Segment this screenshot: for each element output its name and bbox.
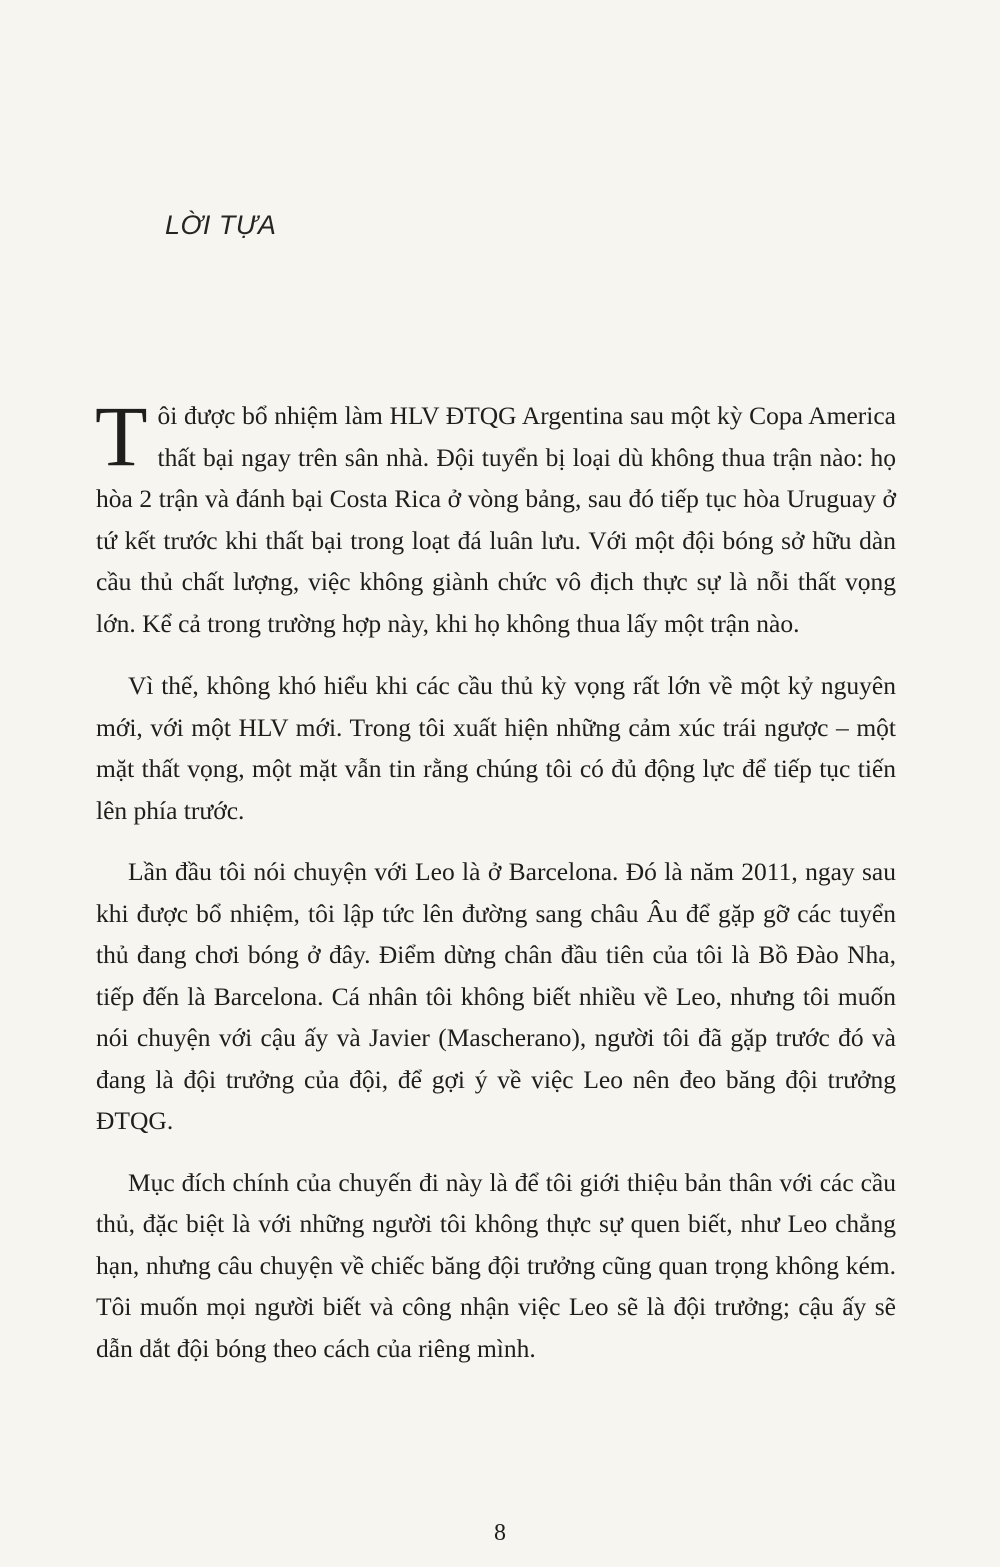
paragraph-2: Vì thế, không khó hiểu khi các cầu thủ kỳ vọng rất lớn về một kỷ nguyên mới, với một HLV mới. Trong tôi xuất hiện những cảm xúc trái ngược – một mặt thất vọng, một mặt vẫn tin rằng chúng tôi có đủ động lực để tiếp tục tiến lên phía trước. bbox=[96, 671, 896, 825]
chapter-heading: LỜI TỰA bbox=[165, 210, 277, 240]
paragraph-3: Lần đầu tôi nói chuyện với Leo là ở Barcelona. Đó là năm 2011, ngay sau khi được bổ nhiệm, tôi lập tức lên đường sang châu Âu để gặp gỡ các tuyển thủ đang chơi bóng ở đây. Điểm dừng chân đầu tiên của tôi là Bồ Đào Nha, tiếp đến là Barcelona. Cá nhân tôi không biết nhiều về Leo, nhưng tôi muốn nói chuyện với cậu ấy và Javier (Mascherano), người tôi đã gặp trước đó và đang là đội trưởng của đội, để gợi ý về việc Leo nên đeo băng đội trưởng ĐTQG. bbox=[96, 857, 896, 1135]
paragraph-4: Mục đích chính của chuyến đi này là để tôi giới thiệu bản thân với các cầu thủ, đặc biệt là với những người tôi không thực sự quen biết, như Leo chẳng hạn, nhưng câu chuyện về chiếc băng đội trưởng cũng quan trọng không kém. Tôi muốn mọi người biết và công nhận việc Leo sẽ là đội trưởng; cậu ấy sẽ dẫn dắt đội bóng theo cách của riêng mình. bbox=[96, 1167, 896, 1363]
body-text bbox=[95, 388, 896, 1389]
paragraph-1-text: ôi được bổ nhiệm làm HLV ĐTQG Argentina sau một kỳ Copa America thất bại ngay trên sân nhà. Đội tuyển bị loại dù không thua trận nào: họ hòa 2 trận và đánh bại Costa Rica ở vòng bảng, sau đó tiếp tục hòa Uruguay ở tứ kết trước khi thất bại trong loạt đá luân lưu. Với một đội bóng sở hữu dàn cầu thủ chất lượng, việc không giành chức vô địch thực sự là nỗi thất vọng lớn. Kể cả trong trường hợp này, khi họ không thua lấy một trận nào. bbox=[96, 401, 896, 638]
drop-cap: T bbox=[95, 388, 148, 484]
paragraph-1 bbox=[95, 388, 896, 644]
page-number: 8 bbox=[494, 1520, 506, 1546]
